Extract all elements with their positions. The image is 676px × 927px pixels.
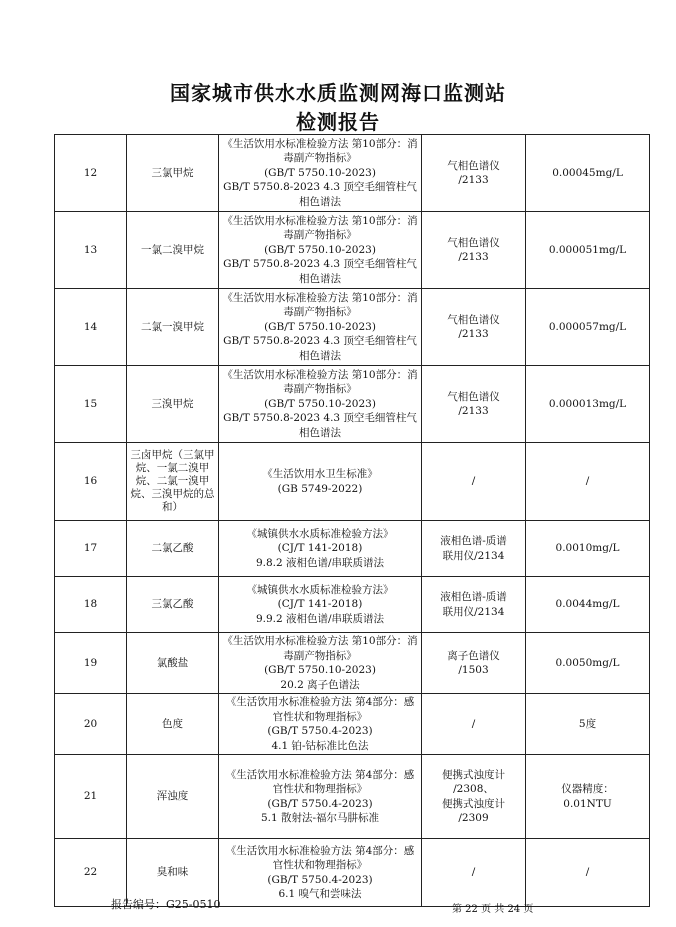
table-row — [55, 366, 650, 443]
test-result: 0.000051mg/L — [526, 212, 650, 289]
table-row — [55, 135, 650, 212]
test-item: 氯酸盐 — [127, 633, 219, 694]
test-item: 一氯二溴甲烷 — [127, 212, 219, 289]
test-result: / — [526, 443, 650, 521]
test-result: / — [526, 839, 650, 907]
table-row — [55, 577, 650, 633]
table-row — [55, 755, 650, 839]
row-number: 20 — [55, 694, 127, 755]
results-table — [54, 134, 650, 907]
test-result: 仪器精度： 0.01NTU — [526, 755, 650, 839]
test-result: 0.0010mg/L — [526, 521, 650, 577]
instrument: / — [422, 443, 526, 521]
test-item: 色度 — [127, 694, 219, 755]
instrument: 气相色谱仪 /2133 — [422, 212, 526, 289]
test-result: 0.0050mg/L — [526, 633, 650, 694]
test-method: 《生活饮用水标准检验方法 第10部分：消毒副产物指标》 (GB/T 5750.10-2023) GB/T 5750.8-2023 4.3 顶空毛细管柱气相色谱法 — [219, 212, 422, 289]
instrument: 便携式浊度计 /2308、 便携式浊度计 /2309 — [422, 755, 526, 839]
row-number: 13 — [55, 212, 127, 289]
test-result: 0.0044mg/L — [526, 577, 650, 633]
table-row — [55, 443, 650, 521]
test-method: 《生活饮用水标准检验方法 第4部分：感官性状和物理指标》 (GB/T 5750.4-2023) 6.1 嗅气和尝味法 — [219, 839, 422, 907]
test-result: 0.00045mg/L — [526, 135, 650, 212]
test-method: 《生活饮用水标准检验方法 第4部分：感官性状和物理指标》 (GB/T 5750.4-2023) 4.1 铂-钴标准比色法 — [219, 694, 422, 755]
report-number: 报告编号：G25-0510 — [111, 898, 221, 911]
test-method: 《城镇供水水质标准检验方法》 (CJ/T 141-2018) 9.9.2 液相色谱/串联质谱法 — [219, 577, 422, 633]
row-number: 22 — [55, 839, 127, 907]
row-number: 18 — [55, 577, 127, 633]
table-row — [55, 521, 650, 577]
test-method: 《生活饮用水标准检验方法 第10部分：消毒副产物指标》 (GB/T 5750.10-2023) GB/T 5750.8-2023 4.3 顶空毛细管柱气相色谱法 — [219, 366, 422, 443]
page-number: 第 22 页 共 24 页 — [452, 904, 534, 915]
row-number: 12 — [55, 135, 127, 212]
instrument: / — [422, 839, 526, 907]
test-item: 三卤甲烷（三氯甲烷、一氯二溴甲烷、二氯一溴甲烷、三溴甲烷的总和） — [127, 443, 219, 521]
test-item: 三溴甲烷 — [127, 366, 219, 443]
test-item: 二氯乙酸 — [127, 521, 219, 577]
test-method: 《生活饮用水标准检验方法 第4部分：感官性状和物理指标》 (GB/T 5750.4-2023) 5.1 散射法-福尔马肼标准 — [219, 755, 422, 839]
row-number: 21 — [55, 755, 127, 839]
table-row — [55, 212, 650, 289]
table-row — [55, 633, 650, 694]
report-title: 国家城市供水水质监测网海口监测站 — [170, 81, 506, 105]
instrument: 离子色谱仪 /1503 — [422, 633, 526, 694]
test-result: 0.000013mg/L — [526, 366, 650, 443]
test-item: 三氯甲烷 — [127, 135, 219, 212]
instrument: 气相色谱仪 /2133 — [422, 135, 526, 212]
instrument: 液相色谱-质谱 联用仪/2134 — [422, 577, 526, 633]
row-number: 14 — [55, 289, 127, 366]
instrument: 气相色谱仪 /2133 — [422, 366, 526, 443]
test-result: 5度 — [526, 694, 650, 755]
row-number: 15 — [55, 366, 127, 443]
test-item: 三氯乙酸 — [127, 577, 219, 633]
test-result: 0.000057mg/L — [526, 289, 650, 366]
row-number: 17 — [55, 521, 127, 577]
test-method: 《生活饮用水标准检验方法 第10部分：消毒副产物指标》 (GB/T 5750.10-2023) GB/T 5750.8-2023 4.3 顶空毛细管柱气相色谱法 — [219, 289, 422, 366]
table-row — [55, 694, 650, 755]
report-subtitle: 检测报告 — [296, 110, 380, 134]
instrument: 气相色谱仪 /2133 — [422, 289, 526, 366]
test-item: 浑浊度 — [127, 755, 219, 839]
row-number: 16 — [55, 443, 127, 521]
test-item: 二氯一溴甲烷 — [127, 289, 219, 366]
test-method: 《城镇供水水质标准检验方法》 (CJ/T 141-2018) 9.8.2 液相色谱/串联质谱法 — [219, 521, 422, 577]
instrument: / — [422, 694, 526, 755]
instrument: 液相色谱-质谱 联用仪/2134 — [422, 521, 526, 577]
test-method: 《生活饮用水卫生标准》 (GB 5749-2022) — [219, 443, 422, 521]
test-item: 臭和味 — [127, 839, 219, 907]
row-number: 19 — [55, 633, 127, 694]
table-row — [55, 289, 650, 366]
test-method: 《生活饮用水标准检验方法 第10部分：消毒副产物指标》 (GB/T 5750.10-2023) 20.2 离子色谱法 — [219, 633, 422, 694]
test-method: 《生活饮用水标准检验方法 第10部分：消毒副产物指标》 (GB/T 5750.10-2023) GB/T 5750.8-2023 4.3 顶空毛细管柱气相色谱法 — [219, 135, 422, 212]
